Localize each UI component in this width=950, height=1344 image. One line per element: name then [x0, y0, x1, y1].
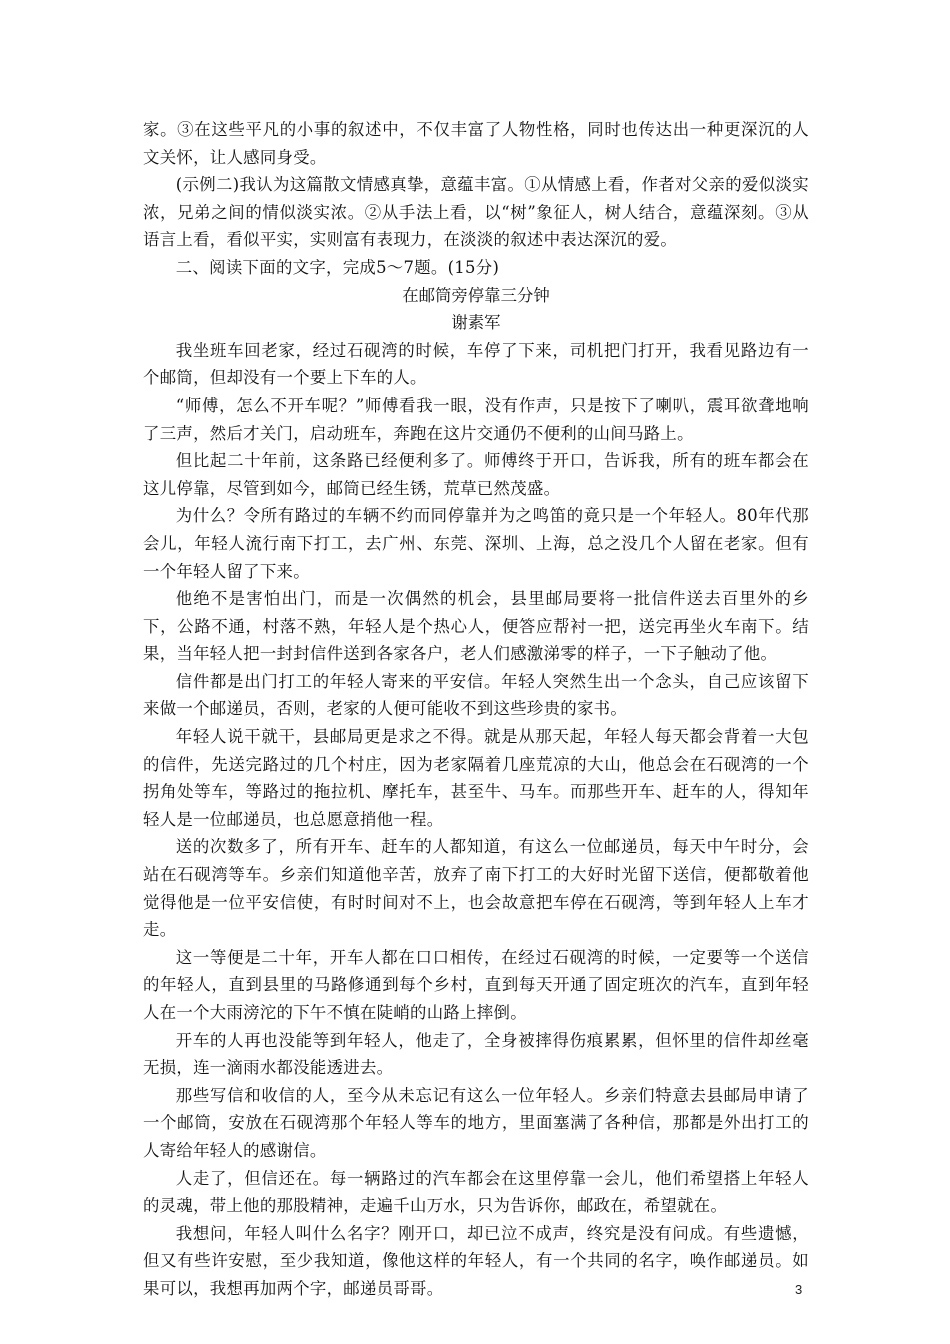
- article-paragraph: 开车的人再也没能等到年轻人，他走了，全身被摔得伤痕累累，但怀里的信件却丝毫无损，连一滴雨水都没能透进去。: [143, 1030, 809, 1078]
- page-number: 3: [795, 1282, 803, 1297]
- article-paragraph: 我坐班车回老家，经过石砚湾的时候，车停了下来，司机把门打开，我看见路边有一个邮筒，但却没有一个要上下车的人。: [143, 340, 809, 388]
- article-paragraph: 年轻人说干就干，县邮局更是求之不得。就是从那天起，年轻人每天都会背着一大包的信件，先送完路过的几个村庄，因为老家隔着几座荒凉的大山，他总会在石砚湾的一个拐角处等车，等路过的拖拉机、摩托车，甚至牛、马车。而那些开车、赶车的人，得知年轻人是一位邮递员，也总愿意捎他一程。: [143, 727, 809, 829]
- article-paragraph: 为什么？令所有路过的车辆不约而同停靠并为之鸣笛的竟只是一个年轻人。80年代那会儿，年轻人流行南下打工，去广州、东莞、深圳、上海，总之没几个人留在老家。但有一个年轻人留了下来。: [143, 506, 809, 581]
- article-paragraph: 信件都是出门打工的年轻人寄来的平安信。年轻人突然生出一个念头，自己应该留下来做一个邮递员，否则，老家的人便可能收不到这些珍贵的家书。: [143, 671, 809, 719]
- answer-example-two: (示例二)我认为这篇散文情感真挚，意蕴丰富。①从情感上看，作者对父亲的爱似淡实浓，兄弟之间的情似淡实浓。②从手法上看，以“树”象征人，树人结合，意蕴深刻。③从语言上看，看似平实，实则富有表现力，在淡淡的叙述中表达深沉的爱。: [143, 175, 809, 250]
- article-paragraph: 送的次数多了，所有开车、赶车的人都知道，有这么一位邮递员，每天中午时分，会站在石砚湾等车。乡亲们知道他辛苦，放弃了南下打工的大好时光留下送信，便都敬着他觉得他是一位平安信使，有时时间对不上，也会故意把车停在石砚湾，等到年轻人上车才走。: [143, 837, 809, 940]
- article-paragraph: 但比起二十年前，这条路已经便利多了。师傅终于开口，告诉我，所有的班车都会在这儿停靠，尽管到如今，邮筒已经生锈，荒草已然茂盛。: [143, 451, 809, 498]
- answer-continuation: 家。③在这些平凡的小事的叙述中，不仅丰富了人物性格，同时也传达出一种更深沉的人文关怀，让人感同身受。: [143, 120, 809, 167]
- article-paragraph: 那些写信和收信的人，至今从未忘记有这么一位年轻人。乡亲们特意去县邮局申请了一个邮筒，安放在石砚湾那个年轻人等车的地方，里面塞满了各种信，那都是外出打工的人寄给年轻人的感谢信。: [143, 1085, 809, 1160]
- article-paragraph: 他绝不是害怕出门，而是一次偶然的机会，县里邮局要将一批信件送去百里外的乡下，公路不通，村落不熟，年轻人是个热心人，便答应帮衬一把，送完再坐火车南下。结果，当年轻人把一封封信件送到各家各户，老人们感激涕零的样子，一下子触动了他。: [143, 589, 809, 664]
- document-page: [143, 116, 809, 1303]
- article-paragraph: 这一等便是二十年，开车人都在口口相传，在经过石砚湾的时候，一定要等一个送信的年轻人，直到县里的马路修通到每个乡村，直到每天开通了固定班次的汽车，直到年轻人在一个大雨滂沱的下午不慎在陡峭的山路上摔倒。: [143, 947, 809, 1022]
- article-paragraph: 人走了，但信还在。每一辆路过的汽车都会在这里停靠一会儿，他们希望搭上年轻人的灵魂，带上他的那股精神，走遍千山万水，只为告诉你，邮政在，希望就在。: [143, 1168, 809, 1216]
- section-heading: 二、阅读下面的文字，完成5～7题。(15分): [175, 257, 500, 277]
- article-paragraph: “师傅，怎么不开车呢？”师傅看我一眼，没有作声，只是按下了喇叭，震耳欲聋地响了三声，然后才关门，启动班车，奔跑在这片交通仍不便利的山间马路上。: [143, 395, 809, 443]
- article-title: 在邮筒旁停靠三分钟: [402, 285, 550, 305]
- article-author: 谢素军: [451, 313, 501, 333]
- article-paragraph: 我想问，年轻人叫什么名字？刚开口，却已泣不成声，终究是没有问成。有些遗憾，但又有些许安慰，至少我知道，像他这样的年轻人，有一个共同的名字，唤作邮递员。如果可以，我想再加两个字，邮递员哥哥。: [143, 1223, 809, 1298]
